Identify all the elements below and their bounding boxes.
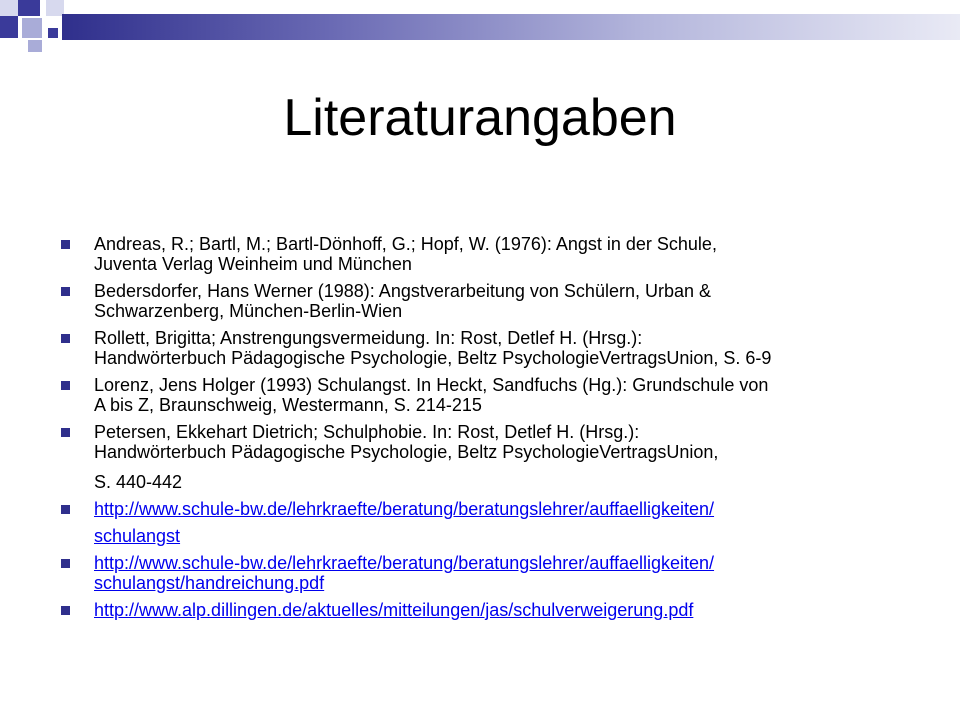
- reference-link-text[interactable]: schulangst: [94, 526, 181, 546]
- reference-link-item: [58, 499, 918, 546]
- reference-link[interactable]: [94, 499, 918, 546]
- reference-text: Rollett, Brigitta; Anstrengungsvermeidung. In: Rost, Detlef H. (Hrsg.):: [94, 328, 643, 348]
- slide-title: Literaturangaben: [283, 89, 677, 147]
- reference-link-text[interactable]: http://www.schule-bw.de/lehrkraefte/beratung/beratungslehrer/auffaelligkeiten/: [94, 553, 715, 573]
- reference-text: Petersen, Ekkehart Dietrich; Schulphobie. In: Rost, Detlef H. (Hrsg.):: [94, 422, 640, 442]
- header-square-mid: [28, 40, 42, 52]
- reference-link[interactable]: [94, 600, 918, 620]
- header-square-dark: [48, 28, 58, 38]
- reference-link[interactable]: [94, 553, 918, 593]
- square-bullet-icon: [61, 287, 70, 296]
- reference-item: [58, 375, 918, 415]
- reference-text: Lorenz, Jens Holger (1993) Schulangst. In Heckt, Sandfuchs (Hg.): Grundschule von: [94, 375, 769, 395]
- reference-text: S. 440-442: [94, 472, 183, 492]
- reference-link-text[interactable]: http://www.schule-bw.de/lehrkraefte/beratung/beratungslehrer/auffaelligkeiten/: [94, 499, 715, 519]
- header-gradient-bar: [62, 14, 960, 40]
- reference-item: [58, 422, 918, 492]
- reference-link-text[interactable]: http://www.alp.dillingen.de/aktuelles/mitteilungen/jas/schulverweigerung.pdf: [94, 600, 694, 620]
- reference-item: [58, 234, 918, 274]
- square-bullet-icon: [61, 606, 70, 615]
- square-bullet-icon: [61, 240, 70, 249]
- reference-text: A bis Z, Braunschweig, Westermann, S. 214-215: [94, 395, 482, 415]
- square-bullet-icon: [61, 505, 70, 514]
- square-bullet-icon: [61, 559, 70, 568]
- reference-link-item: [58, 600, 918, 620]
- reference-text: Handwörterbuch Pädagogische Psychologie, Beltz PsychologieVertragsUnion, S. 6-9: [94, 348, 772, 368]
- reference-item: [58, 328, 918, 368]
- reference-text: Juventa Verlag Weinheim und München: [94, 254, 412, 274]
- reference-text: Handwörterbuch Pädagogische Psychologie, Beltz PsychologieVertragsUnion,: [94, 442, 719, 462]
- reference-item: [58, 281, 918, 321]
- header-square-dark: [0, 16, 18, 38]
- reference-link-item: [58, 553, 918, 593]
- header-square-mid: [22, 18, 42, 38]
- reference-list: [58, 234, 918, 627]
- reference-link-text[interactable]: schulangst/handreichung.pdf: [94, 573, 325, 593]
- header-square-dark: [18, 0, 40, 16]
- reference-text: Andreas, R.; Bartl, M.; Bartl-Dönhoff, G.; Hopf, W. (1976): Angst in der Schule,: [94, 234, 717, 254]
- reference-text: Bedersdorfer, Hans Werner (1988): Angstverarbeitung von Schülern, Urban &: [94, 281, 712, 301]
- header-square-light: [0, 0, 18, 16]
- reference-text: Schwarzenberg, München-Berlin-Wien: [94, 301, 403, 321]
- square-bullet-icon: [61, 428, 70, 437]
- square-bullet-icon: [61, 334, 70, 343]
- square-bullet-icon: [61, 381, 70, 390]
